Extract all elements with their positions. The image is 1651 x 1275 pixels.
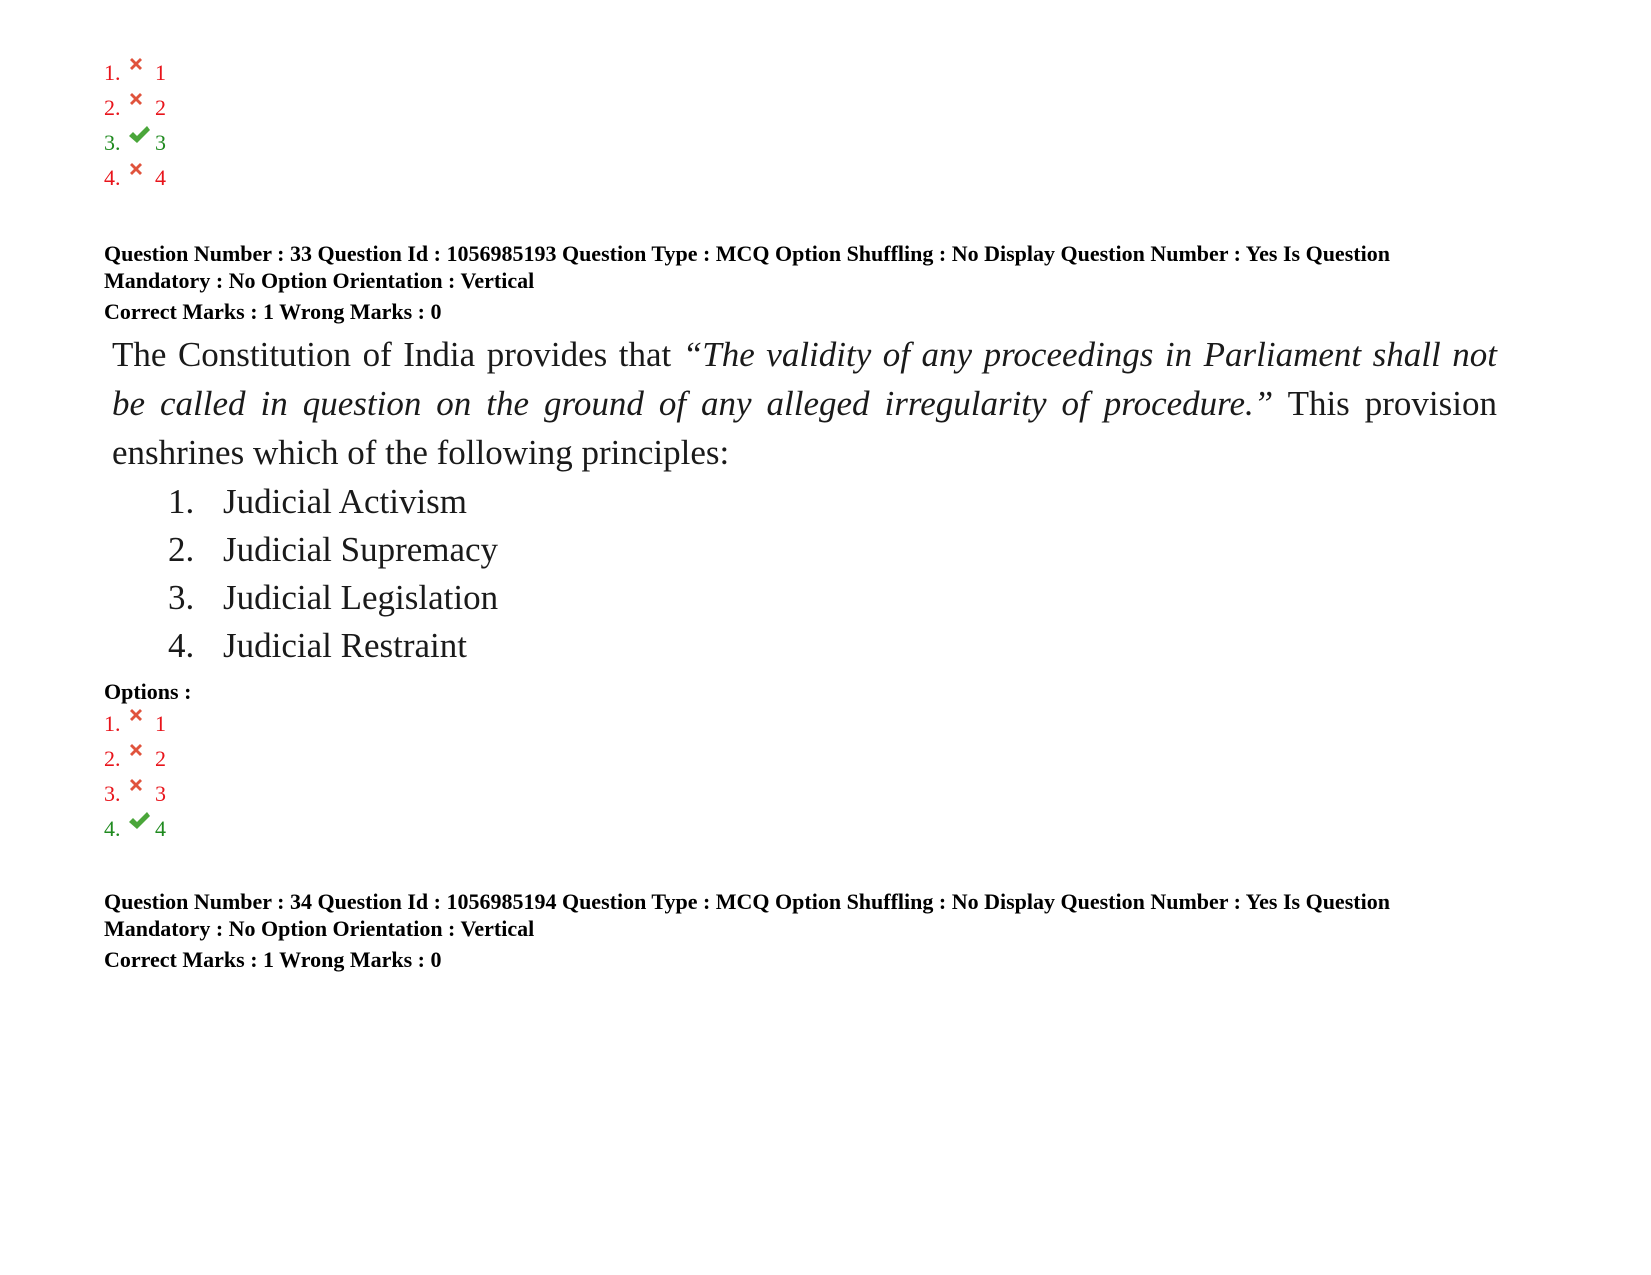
meta-line-2: Mandatory : No Option Orientation : Vertical — [104, 268, 535, 293]
cross-icon — [127, 55, 155, 77]
cross-icon — [127, 776, 155, 798]
stem-quote: “The validity of any proceedings in Parliament shall not be called in question on the ground of any alleged irregularity of procedure.” — [112, 335, 1497, 423]
statement-number: 3. — [168, 578, 195, 617]
option-number: 1. — [104, 711, 121, 736]
option-value: 1 — [155, 60, 166, 85]
cross-icon — [127, 90, 155, 112]
cross-icon — [127, 160, 155, 182]
cross-icon — [127, 741, 155, 763]
meta-line-2: Mandatory : No Option Orientation : Vertical — [104, 916, 535, 941]
statement-item — [168, 574, 498, 622]
prev-option-2 — [104, 90, 166, 125]
statement-number: 1. — [168, 482, 195, 521]
statement-item — [168, 478, 498, 526]
statement-text: Judicial Activism — [223, 482, 468, 521]
question-33-options — [104, 706, 166, 846]
statement-text: Judicial Restraint — [223, 626, 467, 665]
statement-text: Judicial Legislation — [223, 578, 499, 617]
option-number: 1. — [104, 60, 121, 85]
option-number: 3. — [104, 781, 121, 806]
options-heading: Options : — [104, 679, 192, 704]
stem-end: This provision enshrines which of the following principles: — [112, 384, 1497, 472]
statement-number: 4. — [168, 626, 195, 665]
option-3 — [104, 776, 166, 811]
option-number: 2. — [104, 95, 121, 120]
prev-option-3 — [104, 125, 166, 160]
check-icon — [127, 811, 155, 833]
option-number: 3. — [104, 130, 121, 155]
stem-start: The Constitution of India provides that — [112, 335, 683, 374]
statement-list — [168, 478, 498, 670]
option-4 — [104, 811, 166, 846]
option-value: 3 — [155, 781, 166, 806]
statement-item — [168, 622, 498, 670]
question-stem-text — [112, 330, 1497, 477]
option-number: 2. — [104, 746, 121, 771]
prev-option-4 — [104, 160, 166, 195]
option-value: 4 — [155, 816, 166, 841]
meta-line-1: Question Number : 33 Question Id : 1056985193 Question Type : MCQ Option Shuffling : No Display Question Number : Yes Is Question — [104, 241, 1390, 266]
statement-text: Judicial Supremacy — [223, 530, 499, 569]
question-33-stem — [104, 330, 1504, 670]
option-value: 2 — [155, 746, 166, 771]
option-value: 2 — [155, 95, 166, 120]
prev-option-1 — [104, 55, 166, 90]
cross-icon — [127, 706, 155, 728]
option-1 — [104, 706, 166, 741]
meta-line-1: Question Number : 34 Question Id : 1056985194 Question Type : MCQ Option Shuffling : No Display Question Number : Yes Is Question — [104, 889, 1390, 914]
question-34-meta — [104, 888, 1524, 942]
question-34-marks: Correct Marks : 1 Wrong Marks : 0 — [104, 947, 442, 972]
prev-options-list — [104, 55, 166, 195]
option-number: 4. — [104, 816, 121, 841]
option-2 — [104, 741, 166, 776]
option-number: 4. — [104, 165, 121, 190]
option-value: 1 — [155, 711, 166, 736]
question-33-meta — [104, 240, 1524, 294]
question-33-marks: Correct Marks : 1 Wrong Marks : 0 — [104, 299, 442, 324]
statement-number: 2. — [168, 530, 195, 569]
option-value: 4 — [155, 165, 166, 190]
check-icon — [127, 125, 155, 147]
statement-item — [168, 526, 498, 574]
option-value: 3 — [155, 130, 166, 155]
